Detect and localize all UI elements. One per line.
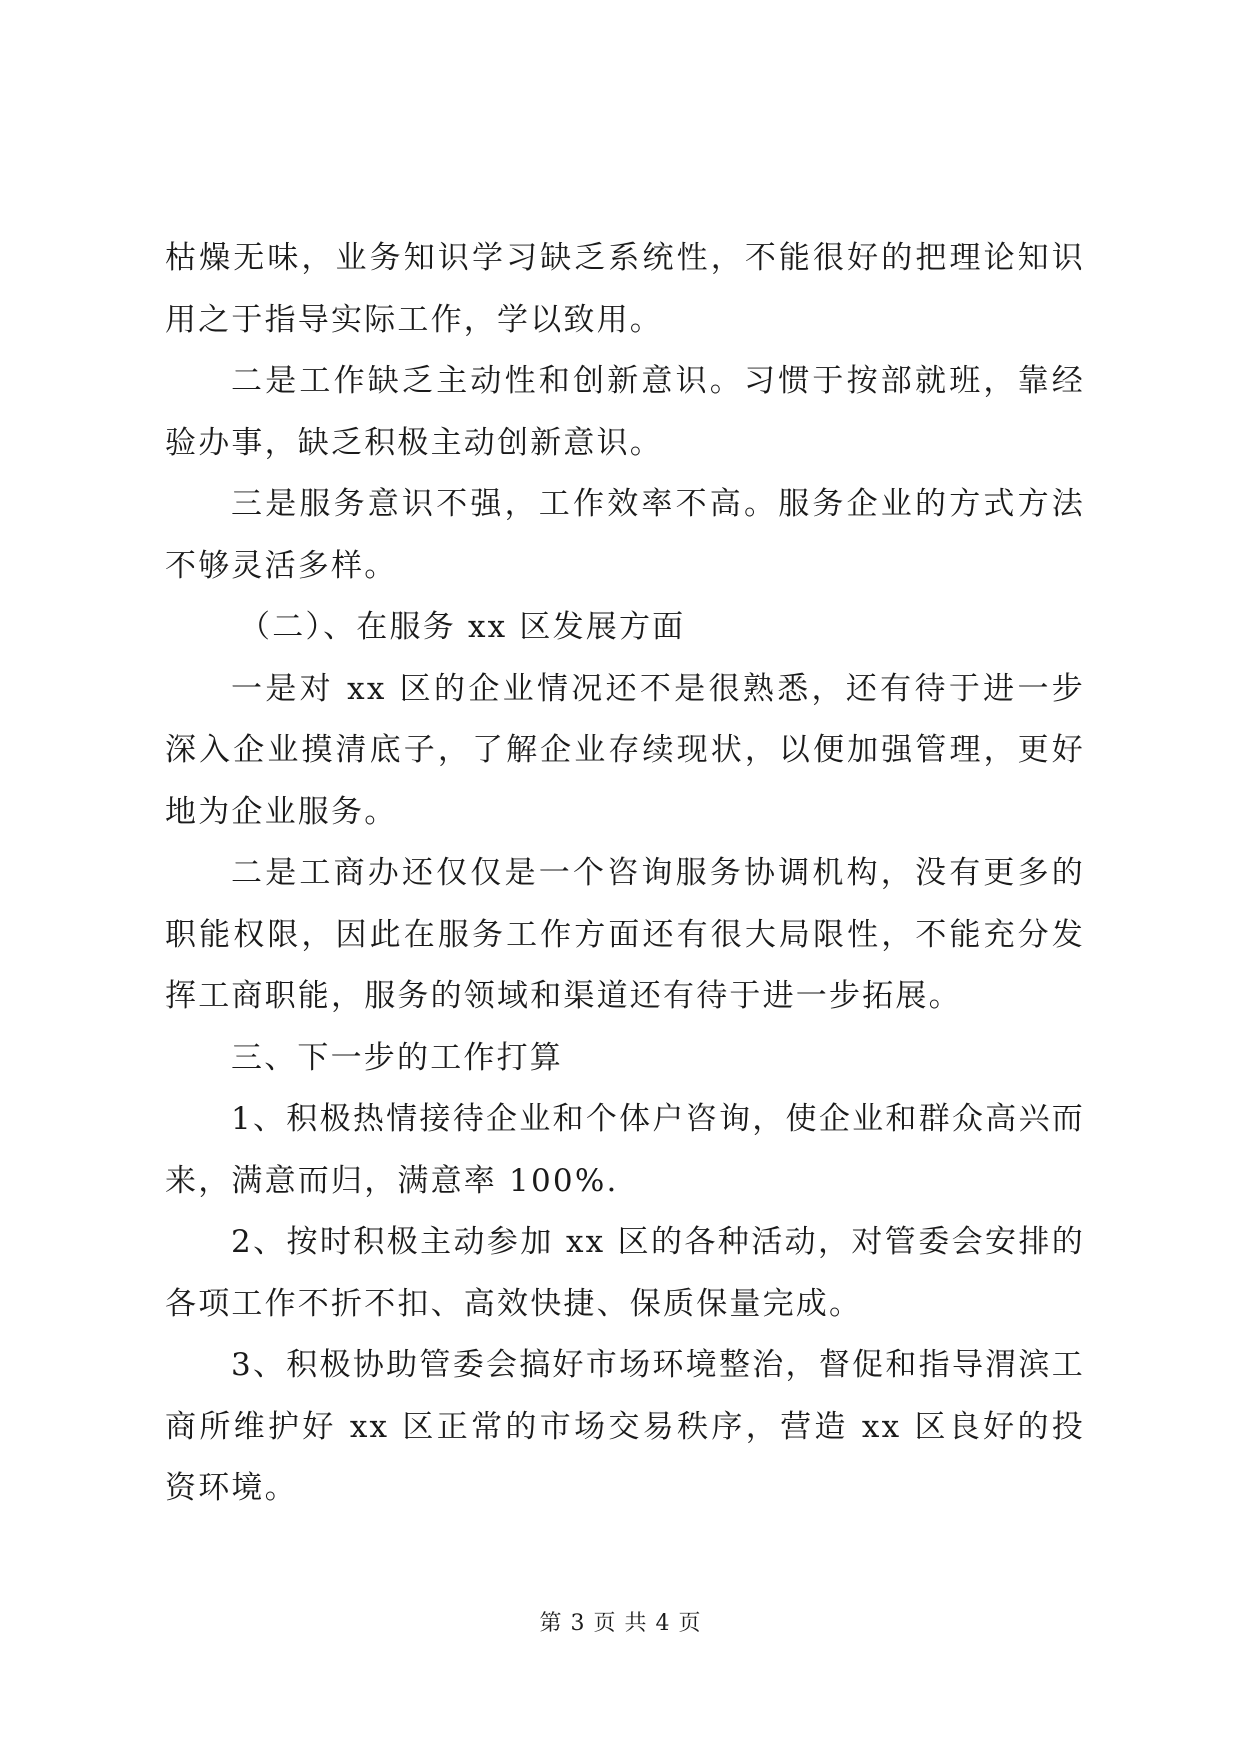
section-heading-next-steps: 三、下一步的工作打算 xyxy=(231,1039,563,1076)
paragraph-subsection-point-two: 二是工商办还仅仅是一个咨询服务协调机构，没有更多的职能权限，因此在服务工作方面还有很大局限性，不能充分发挥工商职能，服务的领域和渠道还有待于进一步拓展。 xyxy=(165,855,1085,1014)
page-number-footer: 第 3 页 共 4 页 xyxy=(539,1611,702,1636)
section-heading-subsection-two: （二）、在服务 xx 区发展方面 xyxy=(239,609,686,645)
list-item-plan-2: 2、按时积极主动参加 xx 区的各种活动，对管委会安排的各项工作不折不扣、高效快捷、保质保量完成。 xyxy=(165,1224,1085,1322)
list-item-plan-3: 3、积极协助管委会搞好市场环境整治，督促和指导渭滨工商所维护好 xx 区正常的市场交易秩序，营造 xx 区良好的投资环境。 xyxy=(165,1347,1085,1506)
list-item-plan-1: 1、积极热情接待企业和个体户咨询，使企业和群众高兴而来，满意而归，满意率 100%. xyxy=(165,1101,1085,1199)
paragraph-continuation: 枯燥无味，业务知识学习缺乏系统性，不能很好的把理论知识用之于指导实际工作，学以致用。 xyxy=(165,240,1085,338)
document-body xyxy=(165,228,1085,1520)
paragraph-point-two: 二是工作缺乏主动性和创新意识。习惯于按部就班，靠经验办事，缺乏积极主动创新意识。 xyxy=(165,363,1085,461)
paragraph-subsection-point-one: 一是对 xx 区的企业情况还不是很熟悉，还有待于进一步深入企业摸清底子，了解企业存续现状，以便加强管理，更好地为企业服务。 xyxy=(165,670,1085,830)
paragraph-point-three: 三是服务意识不强，工作效率不高。服务企业的方式方法不够灵活多样。 xyxy=(165,486,1085,584)
